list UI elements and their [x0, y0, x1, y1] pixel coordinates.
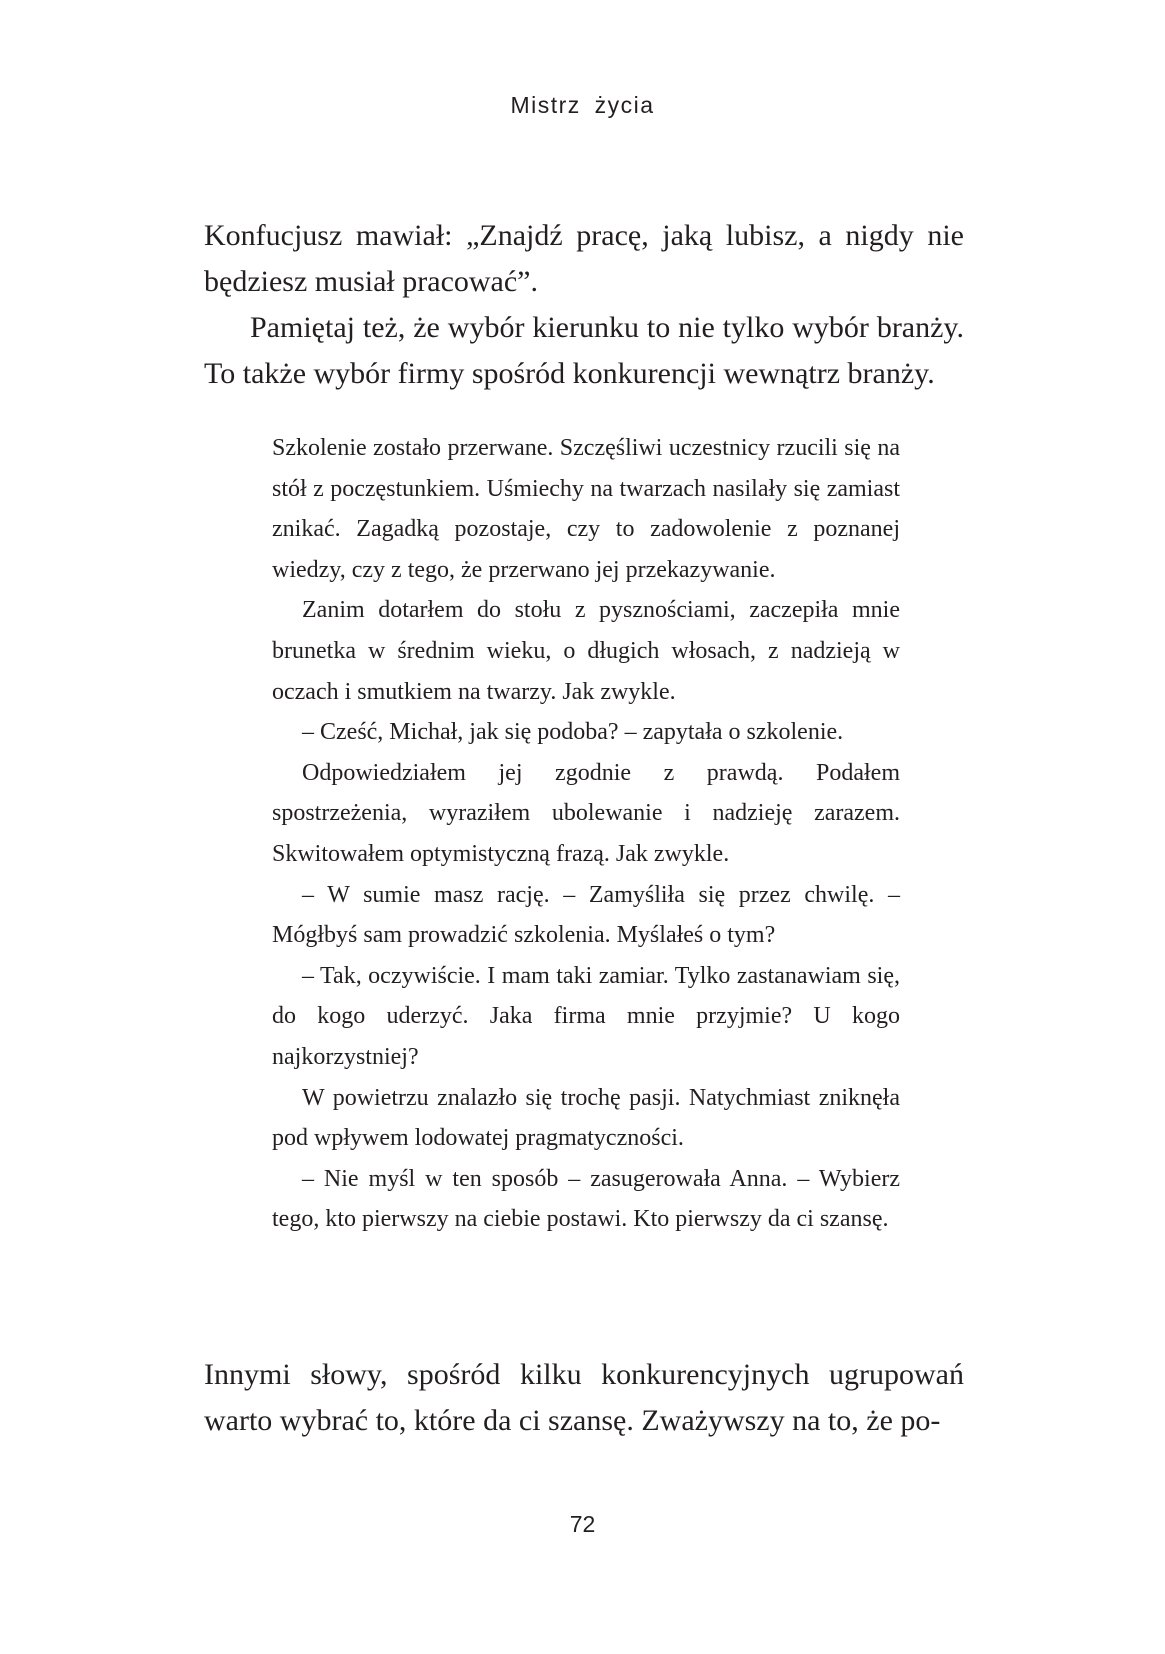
- story-paragraph: Szkolenie zostało przerwane. Szczęśliwi uczestnicy rzucili się na stół z poczęstunkiem. Uśmiechy na twarzach nasilały się zamiast znikać. Zagadką pozostaje, czy to zadowolenie z poznanej wiedzy, czy z tego, że przerwano jej przekazywanie.: [272, 435, 900, 583]
- page-number: 72: [569, 1511, 596, 1537]
- running-head: Mistrz życia: [510, 92, 655, 118]
- story-paragraph: – Cześć, Michał, jak się podoba? – zapytała o szkolenie.: [302, 719, 844, 746]
- story-paragraph: W powietrzu znalazło się trochę pasji. Natychmiast zniknęła pod wpływem lodowatej pragmatyczności.: [272, 1084, 900, 1152]
- story-paragraph: – W sumie masz rację. – Zamyśliła się przez chwilę. – Mógłbyś sam prowadzić szkolenia. Myślałeś o tym?: [272, 881, 900, 949]
- intro-paragraph: Pamiętaj też, że wybór kierunku to nie tylko wybór branży. To także wybór firmy spośród konkurencji wewnątrz branży.: [204, 311, 964, 390]
- story-paragraph: Odpowiedziałem jej zgodnie z prawdą. Podałem spostrzeżenia, wyraziłem ubolewanie i nadzieję zarazem. Skwitowałem optymistyczną frazą. Jak zwykle.: [272, 759, 900, 867]
- story-paragraph: – Tak, oczywiście. I mam taki zamiar. Tylko zastanawiam się, do kogo uderzyć. Jaka firma mnie przyjmie? U kogo najkorzystniej?: [272, 962, 900, 1070]
- story-paragraph: – Nie myśl w ten sposób – zasugerowała Anna. – Wybierz tego, kto pierwszy na ciebie postawi. Kto pierwszy da ci szansę.: [272, 1165, 900, 1233]
- conclusion-paragraph: Innymi słowy, spośród kilku konkurencyjnych ugrupowań warto wybrać to, które da ci szansę. Zważywszy na to, że po-: [204, 1358, 964, 1437]
- intro-text: [204, 213, 964, 397]
- story-excerpt: [272, 428, 900, 1240]
- conclusion-text: [204, 1352, 964, 1444]
- intro-paragraph: Konfucjusz mawiał: „Znajdź pracę, jaką lubisz, a nigdy nie będziesz musiał pracować”.: [204, 219, 964, 298]
- story-paragraph: Zanim dotarłem do stołu z pysznościami, zaczepiła mnie brunetka w średnim wieku, o długich włosach, z nadzieją w oczach i smutkiem na twarzy. Jak zwykle.: [272, 597, 900, 705]
